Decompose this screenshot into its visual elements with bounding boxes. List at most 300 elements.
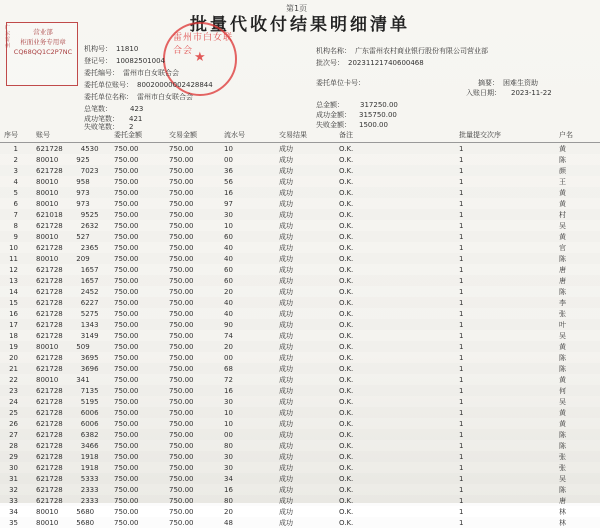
header-total-amount <box>316 100 398 110</box>
round-seal-text: 雷州市白女联合会 <box>173 30 235 56</box>
header-label: 入账日期： <box>466 89 501 97</box>
cell-name: 吴 <box>559 396 600 407</box>
cell-remark: O.K. <box>339 220 459 231</box>
cell-trade-amount: 750.00 <box>169 473 224 484</box>
cell-entrust-amount: 750.00 <box>114 517 169 528</box>
account-suffix: 1918 <box>81 453 99 461</box>
cell-batch-order: 1 <box>459 154 559 165</box>
cell-account <box>18 462 114 473</box>
cell-trade-amount: 750.00 <box>169 517 224 528</box>
cell-name: 何 <box>559 385 600 396</box>
header-label: 总金额： <box>316 101 344 109</box>
cell-trade-amount: 750.00 <box>169 165 224 176</box>
cell-name: 叶 <box>559 319 600 330</box>
cell-seq: 34 <box>0 506 18 517</box>
cell-result: 成功 <box>279 440 339 451</box>
cell-account <box>18 253 114 264</box>
cell-remark: O.K. <box>339 473 459 484</box>
cell-remark: O.K. <box>339 319 459 330</box>
cell-remark: O.K. <box>339 484 459 495</box>
header-batch-no <box>316 58 424 68</box>
cell-remark: O.K. <box>339 253 459 264</box>
cell-entrust-amount: 750.00 <box>114 451 169 462</box>
cell-serial: 60 <box>224 231 279 242</box>
account-suffix: 1343 <box>81 321 99 329</box>
cell-result: 成功 <box>279 352 339 363</box>
account-suffix: 7023 <box>81 167 99 175</box>
header-label: 失败金额： <box>316 121 351 129</box>
cell-name: 李 <box>559 297 600 308</box>
cell-seq: 18 <box>0 330 18 341</box>
cell-batch-order: 1 <box>459 418 559 429</box>
cell-remark: O.K. <box>339 506 459 517</box>
cell-trade-amount: 750.00 <box>169 429 224 440</box>
account-prefix: 621728 <box>36 354 63 362</box>
header-posting-date <box>466 88 552 98</box>
account-prefix: 621728 <box>36 145 63 153</box>
header-entrust-name <box>84 92 193 102</box>
cell-result: 成功 <box>279 451 339 462</box>
cell-result: 成功 <box>279 220 339 231</box>
table-row <box>0 286 600 297</box>
cell-serial: 56 <box>224 176 279 187</box>
cell-trade-amount: 750.00 <box>169 363 224 374</box>
cell-name: 吴 <box>559 473 600 484</box>
cell-serial: 20 <box>224 506 279 517</box>
cell-account <box>18 275 114 286</box>
cell-seq: 33 <box>0 495 18 506</box>
header-success-amount <box>316 110 397 120</box>
cell-seq: 1 <box>0 143 18 155</box>
account-prefix: 621728 <box>36 497 63 505</box>
cell-account <box>18 473 114 484</box>
header-value: 2023-11-22 <box>511 89 552 97</box>
cell-remark: O.K. <box>339 143 459 155</box>
cell-entrust-amount: 750.00 <box>114 495 169 506</box>
account-prefix: 80010 <box>36 343 58 351</box>
cell-trade-amount: 750.00 <box>169 231 224 242</box>
cell-batch-order: 1 <box>459 297 559 308</box>
cell-entrust-amount: 750.00 <box>114 264 169 275</box>
cell-remark: O.K. <box>339 363 459 374</box>
table-row <box>0 451 600 462</box>
col-header-trade-amount: 交易金额 <box>169 130 224 143</box>
header-entrust-card-no <box>316 78 369 88</box>
cell-seq: 11 <box>0 253 18 264</box>
cell-batch-order: 1 <box>459 352 559 363</box>
cell-result: 成功 <box>279 517 339 528</box>
cell-name: 唐 <box>559 495 600 506</box>
cell-batch-order: 1 <box>459 374 559 385</box>
seal-text-block <box>13 27 73 57</box>
cell-trade-amount: 750.00 <box>169 396 224 407</box>
cell-seq: 19 <box>0 341 18 352</box>
cell-trade-amount: 750.00 <box>169 330 224 341</box>
cell-batch-order: 1 <box>459 264 559 275</box>
cell-seq: 25 <box>0 407 18 418</box>
table-row <box>0 209 600 220</box>
header-value: 雷州市白女联合会 <box>123 69 179 77</box>
col-header-seq: 序号 <box>0 130 18 143</box>
cell-result: 成功 <box>279 473 339 484</box>
cell-batch-order: 1 <box>459 385 559 396</box>
cell-serial: 72 <box>224 374 279 385</box>
header-value: 315750.00 <box>359 111 397 119</box>
table-row <box>0 176 600 187</box>
cell-account <box>18 506 114 517</box>
cell-seq: 35 <box>0 517 18 528</box>
header-value: 11810 <box>116 45 138 53</box>
table-row <box>0 374 600 385</box>
cell-remark: O.K. <box>339 242 459 253</box>
table-row <box>0 319 600 330</box>
header-label: 成功笔数： <box>84 115 119 123</box>
header-label: 委托单位卡号： <box>316 79 365 87</box>
cell-batch-order: 1 <box>459 462 559 473</box>
seal-side-text: 广东雷州 <box>5 25 11 49</box>
account-suffix: 5680 <box>76 519 94 527</box>
cell-remark: O.K. <box>339 451 459 462</box>
cell-entrust-amount: 750.00 <box>114 341 169 352</box>
table-row <box>0 187 600 198</box>
cell-seq: 29 <box>0 451 18 462</box>
table-row <box>0 242 600 253</box>
header-value: 317250.00 <box>360 101 398 109</box>
cell-name: 黄 <box>559 187 600 198</box>
cell-entrust-amount: 750.00 <box>114 176 169 187</box>
cell-seq: 2 <box>0 154 18 165</box>
cell-entrust-amount: 750.00 <box>114 363 169 374</box>
cell-entrust-amount: 750.00 <box>114 418 169 429</box>
header-value: 2 <box>129 123 133 131</box>
cell-remark: O.K. <box>339 396 459 407</box>
account-suffix: 3696 <box>81 365 99 373</box>
table-row <box>0 418 600 429</box>
account-suffix: 973 <box>76 189 89 197</box>
account-prefix: 621018 <box>36 211 63 219</box>
cell-result: 成功 <box>279 429 339 440</box>
cell-entrust-amount: 750.00 <box>114 198 169 209</box>
cell-name: 陈 <box>559 352 600 363</box>
account-suffix: 527 <box>76 233 89 241</box>
cell-seq: 15 <box>0 297 18 308</box>
result-detail-table <box>0 130 600 528</box>
cell-seq: 20 <box>0 352 18 363</box>
col-header-result: 交易结果 <box>279 130 339 143</box>
header-label: 机构名称： <box>316 47 351 55</box>
header-label: 委托编号： <box>84 69 119 77</box>
cell-result: 成功 <box>279 308 339 319</box>
account-prefix: 621728 <box>36 420 63 428</box>
account-prefix: 621728 <box>36 409 63 417</box>
account-suffix: 5333 <box>81 475 99 483</box>
cell-batch-order: 1 <box>459 517 559 528</box>
table-row <box>0 429 600 440</box>
cell-seq: 17 <box>0 319 18 330</box>
cell-trade-amount: 750.00 <box>169 341 224 352</box>
table-row <box>0 165 600 176</box>
cell-name: 官 <box>559 242 600 253</box>
table-row <box>0 275 600 286</box>
cell-remark: O.K. <box>339 352 459 363</box>
cell-name: 林 <box>559 517 600 528</box>
seal-line-2: 柜面业务专用章 <box>13 37 73 47</box>
account-prefix: 621728 <box>36 464 63 472</box>
cell-seq: 23 <box>0 385 18 396</box>
table-row <box>0 385 600 396</box>
cell-account <box>18 495 114 506</box>
account-prefix: 80010 <box>36 233 58 241</box>
cell-seq: 30 <box>0 462 18 473</box>
cell-trade-amount: 750.00 <box>169 154 224 165</box>
col-header-batch-order: 批量提交次序 <box>459 130 559 143</box>
header-value: 广东雷州农村商业银行股份有限公司营业部 <box>355 47 488 55</box>
account-suffix: 7135 <box>81 387 99 395</box>
cell-name: 王 <box>559 176 600 187</box>
cell-batch-order: 1 <box>459 220 559 231</box>
cell-result: 成功 <box>279 407 339 418</box>
cell-entrust-amount: 750.00 <box>114 319 169 330</box>
document-title: 批量代收付结果明细清单 <box>0 10 600 35</box>
account-suffix: 1657 <box>81 266 99 274</box>
cell-seq: 22 <box>0 374 18 385</box>
cell-account <box>18 198 114 209</box>
cell-entrust-amount: 750.00 <box>114 308 169 319</box>
header-entrust-no <box>84 68 179 78</box>
cell-serial: 68 <box>224 363 279 374</box>
account-prefix: 621728 <box>36 321 63 329</box>
cell-seq: 9 <box>0 231 18 242</box>
header-value: 10082501004 <box>116 57 165 65</box>
cell-trade-amount: 750.00 <box>169 407 224 418</box>
cell-seq: 6 <box>0 198 18 209</box>
cell-serial: 40 <box>224 242 279 253</box>
cell-serial: 30 <box>224 462 279 473</box>
cell-result: 成功 <box>279 264 339 275</box>
col-header-serial: 流水号 <box>224 130 279 143</box>
header-label: 机构号： <box>84 45 112 53</box>
cell-batch-order: 1 <box>459 253 559 264</box>
cell-result: 成功 <box>279 165 339 176</box>
cell-account <box>18 319 114 330</box>
table-row <box>0 297 600 308</box>
cell-result: 成功 <box>279 297 339 308</box>
table-row <box>0 495 600 506</box>
account-prefix: 621728 <box>36 288 63 296</box>
account-suffix: 6006 <box>81 409 99 417</box>
header-entrust-account <box>84 80 213 90</box>
cell-remark: O.K. <box>339 264 459 275</box>
account-suffix: 925 <box>76 156 89 164</box>
cell-result: 成功 <box>279 187 339 198</box>
cell-batch-order: 1 <box>459 440 559 451</box>
cell-account <box>18 143 114 155</box>
account-suffix: 6006 <box>81 420 99 428</box>
account-prefix: 621728 <box>36 453 63 461</box>
cell-account <box>18 418 114 429</box>
cell-batch-order: 1 <box>459 231 559 242</box>
seal-star-icon: ★ <box>194 50 206 65</box>
table-row <box>0 473 600 484</box>
cell-trade-amount: 750.00 <box>169 352 224 363</box>
cell-result: 成功 <box>279 418 339 429</box>
account-suffix: 509 <box>76 343 89 351</box>
header-label: 登记号： <box>84 57 112 65</box>
cell-account <box>18 385 114 396</box>
cell-remark: O.K. <box>339 176 459 187</box>
cell-trade-amount: 750.00 <box>169 484 224 495</box>
cell-trade-amount: 750.00 <box>169 242 224 253</box>
account-prefix: 621728 <box>36 398 63 406</box>
cell-remark: O.K. <box>339 495 459 506</box>
cell-seq: 24 <box>0 396 18 407</box>
cell-result: 成功 <box>279 286 339 297</box>
cell-entrust-amount: 750.00 <box>114 165 169 176</box>
cell-remark: O.K. <box>339 187 459 198</box>
cell-result: 成功 <box>279 385 339 396</box>
cell-account <box>18 440 114 451</box>
cell-account <box>18 187 114 198</box>
cell-name: 黄 <box>559 143 600 155</box>
cell-remark: O.K. <box>339 517 459 528</box>
table-row <box>0 143 600 155</box>
cell-entrust-amount: 750.00 <box>114 352 169 363</box>
cell-result: 成功 <box>279 341 339 352</box>
cell-result: 成功 <box>279 176 339 187</box>
cell-seq: 21 <box>0 363 18 374</box>
cell-entrust-amount: 750.00 <box>114 154 169 165</box>
cell-entrust-amount: 750.00 <box>114 143 169 155</box>
account-suffix: 6382 <box>81 431 99 439</box>
cell-remark: O.K. <box>339 297 459 308</box>
cell-account <box>18 330 114 341</box>
cell-name: 黄 <box>559 231 600 242</box>
cell-serial: 10 <box>224 220 279 231</box>
cell-seq: 12 <box>0 264 18 275</box>
header-label: 摘要： <box>478 79 499 87</box>
cell-remark: O.K. <box>339 440 459 451</box>
cell-serial: 10 <box>224 418 279 429</box>
header-value: 421 <box>129 115 142 123</box>
account-suffix: 958 <box>76 178 89 186</box>
cell-serial: 16 <box>224 385 279 396</box>
cell-name: 张 <box>559 462 600 473</box>
cell-serial: 00 <box>224 352 279 363</box>
cell-name: 唐 <box>559 264 600 275</box>
cell-serial: 10 <box>224 407 279 418</box>
cell-batch-order: 1 <box>459 187 559 198</box>
account-prefix: 621728 <box>36 332 63 340</box>
cell-account <box>18 407 114 418</box>
table-row <box>0 253 600 264</box>
cell-seq: 27 <box>0 429 18 440</box>
account-suffix: 3149 <box>81 332 99 340</box>
header-institution-no <box>84 44 138 54</box>
cell-account <box>18 264 114 275</box>
cell-result: 成功 <box>279 363 339 374</box>
cell-batch-order: 1 <box>459 242 559 253</box>
cell-trade-amount: 750.00 <box>169 264 224 275</box>
cell-result: 成功 <box>279 198 339 209</box>
cell-result: 成功 <box>279 253 339 264</box>
account-suffix: 209 <box>76 255 89 263</box>
cell-trade-amount: 750.00 <box>169 385 224 396</box>
cell-entrust-amount: 750.00 <box>114 407 169 418</box>
cell-serial: 80 <box>224 440 279 451</box>
account-prefix: 80010 <box>36 519 58 527</box>
cell-name: 陈 <box>559 363 600 374</box>
cell-entrust-amount: 750.00 <box>114 484 169 495</box>
table-row <box>0 220 600 231</box>
cell-trade-amount: 750.00 <box>169 462 224 473</box>
account-suffix: 9525 <box>81 211 99 219</box>
cell-result: 成功 <box>279 484 339 495</box>
cell-trade-amount: 750.00 <box>169 187 224 198</box>
cell-batch-order: 1 <box>459 275 559 286</box>
cell-remark: O.K. <box>339 429 459 440</box>
cell-entrust-amount: 750.00 <box>114 473 169 484</box>
cell-account <box>18 374 114 385</box>
cell-batch-order: 1 <box>459 506 559 517</box>
cell-entrust-amount: 750.00 <box>114 220 169 231</box>
cell-batch-order: 1 <box>459 308 559 319</box>
cell-name: 吴 <box>559 330 600 341</box>
cell-seq: 28 <box>0 440 18 451</box>
cell-name: 陈 <box>559 440 600 451</box>
cell-trade-amount: 750.00 <box>169 506 224 517</box>
cell-serial: 48 <box>224 517 279 528</box>
cell-trade-amount: 750.00 <box>169 143 224 155</box>
cell-serial: 30 <box>224 396 279 407</box>
cell-entrust-amount: 750.00 <box>114 385 169 396</box>
cell-trade-amount: 750.00 <box>169 308 224 319</box>
cell-seq: 5 <box>0 187 18 198</box>
table-body <box>0 143 600 528</box>
cell-name: 陈 <box>559 154 600 165</box>
cell-seq: 32 <box>0 484 18 495</box>
cell-name: 黄 <box>559 341 600 352</box>
cell-entrust-amount: 750.00 <box>114 330 169 341</box>
account-suffix: 1918 <box>81 464 99 472</box>
cell-entrust-amount: 750.00 <box>114 275 169 286</box>
cell-trade-amount: 750.00 <box>169 220 224 231</box>
cell-account <box>18 209 114 220</box>
cell-serial: 80 <box>224 495 279 506</box>
cell-seq: 10 <box>0 242 18 253</box>
cell-name: 陈 <box>559 429 600 440</box>
header-institution-name <box>316 46 488 56</box>
account-suffix: 1657 <box>81 277 99 285</box>
cell-remark: O.K. <box>339 286 459 297</box>
cell-name: 张 <box>559 308 600 319</box>
account-prefix: 621728 <box>36 167 63 175</box>
account-suffix: 3466 <box>81 442 99 450</box>
account-prefix: 621728 <box>36 486 63 494</box>
cell-remark: O.K. <box>339 154 459 165</box>
cell-account <box>18 165 114 176</box>
cell-batch-order: 1 <box>459 451 559 462</box>
cell-remark: O.K. <box>339 407 459 418</box>
cell-name: 黄 <box>559 407 600 418</box>
cell-result: 成功 <box>279 209 339 220</box>
cell-batch-order: 1 <box>459 495 559 506</box>
cell-entrust-amount: 750.00 <box>114 429 169 440</box>
cell-entrust-amount: 750.00 <box>114 286 169 297</box>
cell-result: 成功 <box>279 242 339 253</box>
cell-batch-order: 1 <box>459 165 559 176</box>
cell-batch-order: 1 <box>459 319 559 330</box>
cell-account <box>18 451 114 462</box>
